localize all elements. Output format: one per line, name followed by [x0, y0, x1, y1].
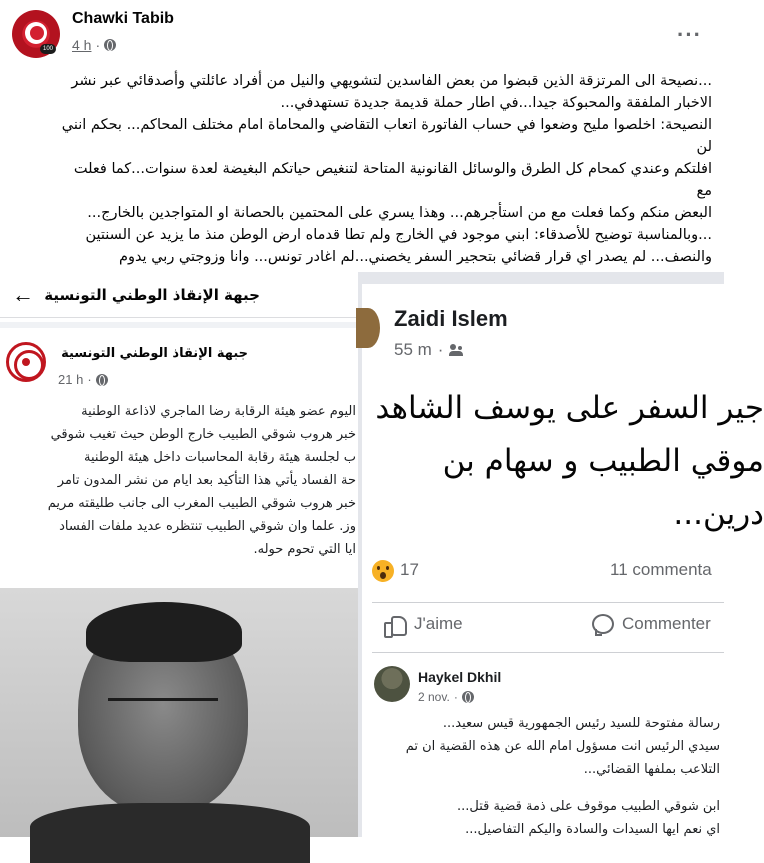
page-name: جبهة الإنقاذ الوطني التونسية [61, 346, 248, 361]
author-name: Zaidi Islem [394, 306, 508, 331]
avatar [356, 308, 380, 348]
thumbs-up-icon [384, 614, 406, 634]
post-time: 55 m [394, 340, 432, 359]
badge-icon: 100 [40, 44, 56, 54]
reaction-count: 17 [400, 560, 419, 579]
avatar[interactable] [12, 10, 60, 58]
spacer [362, 781, 720, 795]
like-label: J'aime [414, 614, 463, 633]
right-screenshot[interactable] [362, 284, 764, 837]
post-header [0, 0, 724, 64]
text-line: ايا التي تحوم حوله. [253, 542, 356, 557]
divider [372, 602, 724, 603]
post-line: ...نصيحة الى المرتزقة الذين قبضوا من بعض الفاسدين لتشويهي والنيل من أفراد عائلتي وأصدقائي عبر نشر [71, 73, 712, 89]
text-line: خبر هروب شوقي الطبيب خارج الوطن حيث تغيب شوقي [50, 427, 356, 442]
post-text [60, 70, 712, 290]
text-line: ابن شوقي الطبيب موقوف على ذمة قضية قتل... [456, 799, 720, 814]
page-post-meta [58, 372, 108, 387]
more-options-button[interactable]: ··· [677, 22, 702, 47]
text-line: جير السفر على يوسف الشاهد [375, 390, 764, 426]
back-arrow-icon: ← [12, 282, 34, 307]
page-post-text [6, 400, 356, 585]
meta-separator: · [437, 340, 444, 359]
meta-separator: · [453, 690, 458, 704]
post-big-text [362, 382, 764, 542]
page-title: جبهة الإنقاذ الوطني التونسية [44, 286, 260, 304]
author-name[interactable]: Chawki Tabib [72, 10, 174, 27]
flag-icon [25, 22, 47, 44]
page-post-time: 21 h [58, 372, 84, 387]
avatar [374, 666, 410, 702]
post-line: البعض منكم وكما فعلت مع من استأجرهم... وهذا يسري على المحتمين بالحصانة او المتواجدين بالخارج... [87, 205, 712, 221]
image-collage[interactable] [0, 272, 764, 837]
portrait-photo[interactable] [0, 588, 358, 837]
text-line: التلاعب بملفها القضائي... [583, 762, 720, 777]
friends-icon [449, 344, 465, 356]
globe-icon [104, 39, 116, 51]
meta-separator: · [95, 37, 101, 53]
left-screenshot[interactable] [0, 272, 358, 602]
comment-count: 11 commenta [610, 560, 712, 579]
post-line: ...وبالمناسبة توضيح للأصدقاء: ابني موجود في الخارج ولم تطا قدماه ارض الوطن منذ ما يزيد عن السنتين [85, 227, 712, 243]
divider [0, 322, 358, 328]
portrait-shirt [30, 803, 310, 863]
text-line: موقي الطبيب و سهام بن [442, 443, 764, 479]
divider [372, 652, 724, 653]
comment-meta [418, 690, 474, 704]
page-logo-icon [6, 342, 46, 382]
comment-text [362, 712, 720, 837]
text-line: ب لجلسة هيئة رقابة المحاسبات داخل هيئة الوطنية [84, 450, 356, 465]
post-line: والنصف... لم يصدر اي قرار قضائي بتحجير السفر يخصني...لم اغادر تونس... وانا وزوجتي ربي يدوم [118, 249, 712, 265]
portrait-hair [86, 602, 242, 662]
comment-icon [592, 614, 614, 634]
text-line: سيدي الرئيس انت مسؤول امام الله عن هذه القضية ان تم [405, 739, 720, 754]
text-line: درين... [673, 496, 764, 532]
text-line: وز. علما وان شوقي الطبيب تنتظره عديد ملفات الفساد [59, 519, 356, 534]
like-button [384, 614, 463, 634]
page-topbar [0, 272, 358, 318]
text-line: اي نعم ايها السيدات والسادة واليكم التفاصيل... [465, 822, 720, 837]
comment-button [592, 614, 711, 634]
reaction-row [362, 560, 724, 590]
comment-label: Commenter [622, 614, 711, 633]
comment-author: Haykel Dkhil [418, 669, 502, 685]
meta-separator: · [87, 372, 92, 387]
post-line: افلتكم وعندي كمحام كل الطرق والوسائل القانونية المتاحة لتنغيص حياتكم البغيضة لعدة سنوات...كما فعلت مع [73, 161, 712, 199]
comment-time: 2 nov. [418, 690, 450, 704]
post-time[interactable]: 4 h [72, 37, 92, 53]
globe-icon [462, 691, 474, 703]
post-line: النصيحة: اخلصوا مليح وضعوا في حساب الفاتورة اتعاب التقاضي والمحاماة امام مختلف المحاكم... بحكم انني لن [61, 117, 712, 155]
globe-icon [96, 374, 108, 386]
text-line: خبر هروب شوقي الطبيب المغرب الى جانب طليقته مريم [47, 496, 356, 511]
post-meta [72, 37, 116, 53]
text-line: رسالة مفتوحة للسيد رئيس الجمهورية قيس سعيد... [442, 716, 720, 731]
text-line: اليوم عضو هيئة الرقابة رضا الماجري لاذاعة الوطنية [81, 404, 356, 419]
post-meta [394, 340, 465, 360]
post-line: الاخبار الملفقة والمحبوكة جيدا...في اطار حملة قديمة جديدة تستهدفي... [280, 95, 712, 111]
portrait-glasses [108, 698, 218, 724]
text-line: حة الفساد يأتي هذا التأكيد بعد ايام من نشر المدون تامر [57, 473, 356, 488]
wow-reaction-icon [372, 560, 394, 582]
